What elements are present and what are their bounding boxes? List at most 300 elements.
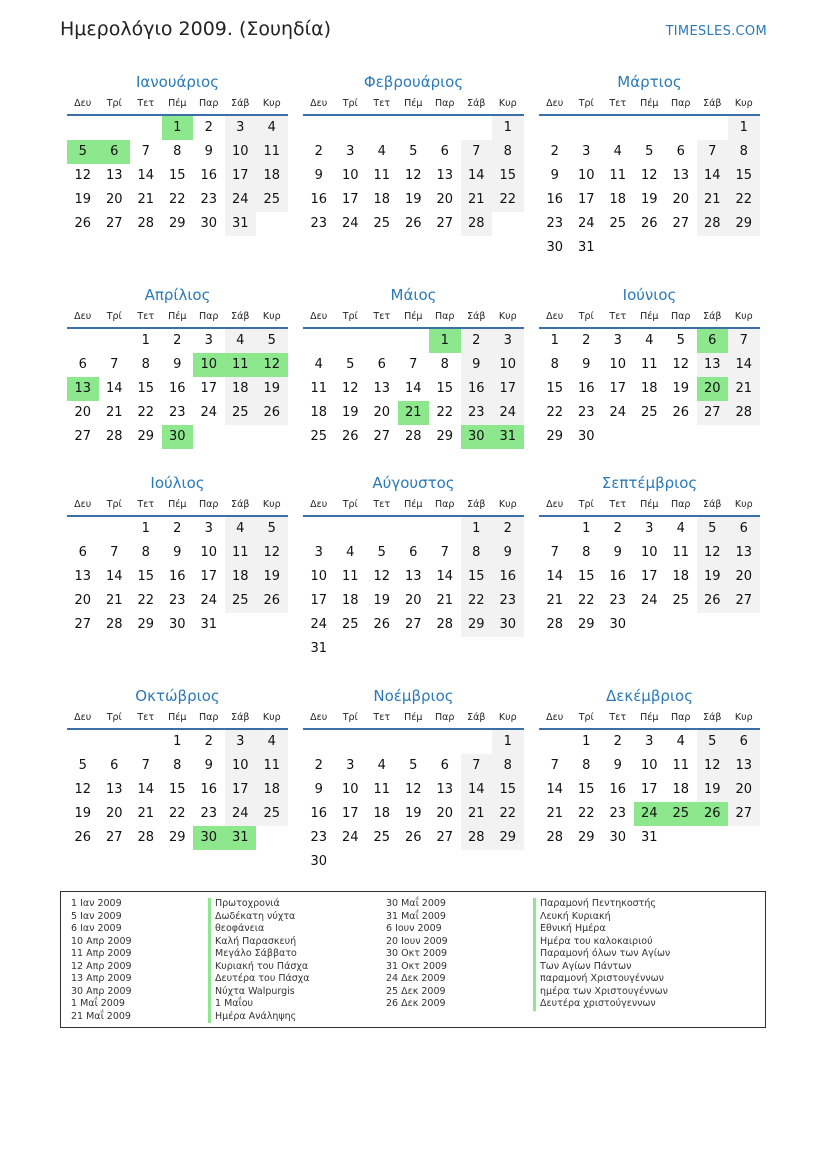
month-name: Ιανουάριος [135, 73, 219, 91]
day-cell: 19 [341, 405, 359, 420]
day-cell: 13 [728, 754, 760, 778]
empty-cell [539, 730, 571, 754]
day-cell: 4 [645, 333, 654, 348]
empty-cell [99, 517, 131, 541]
day-cell: 29 [728, 212, 760, 236]
day-cell: 9 [492, 541, 524, 565]
empty-cell [634, 613, 666, 637]
day-cell: 30 [168, 617, 186, 632]
day-cell: 22 [461, 589, 493, 613]
day-cell: 27 [74, 617, 92, 632]
weekday-label: Παρ [199, 712, 219, 723]
weekday-label: Παρ [199, 499, 219, 510]
day-cell: 1 [728, 116, 760, 140]
day-cell: 12 [256, 541, 288, 565]
empty-cell [602, 425, 634, 449]
day-cell: 6 [676, 144, 685, 159]
day-cell: 8 [582, 758, 591, 773]
empty-cell [398, 116, 430, 140]
weekday-header [539, 708, 760, 730]
day-cell: 25 [373, 216, 391, 231]
day-cell: 25 [609, 216, 627, 231]
day-cell: 6 [409, 545, 418, 560]
legend-names-column-1 [208, 898, 310, 1023]
day-cell: 31 [640, 830, 658, 845]
day-cell: 3 [204, 333, 213, 348]
day-cell: 12 [373, 569, 391, 584]
holiday-date: 30 Οκτ 2009 [386, 948, 448, 959]
weekday-label: Κυρ [498, 311, 517, 322]
weekday-label: Τετ [137, 311, 155, 322]
day-cell: 29 [436, 429, 454, 444]
empty-cell [665, 425, 697, 449]
week-row [539, 613, 760, 637]
week-row [303, 377, 524, 401]
day-cell: 2 [314, 758, 323, 773]
weekday-label: Σάβ [467, 499, 486, 510]
day-cell: 28 [436, 617, 454, 632]
day-cell: 1 [492, 730, 524, 754]
day-cell: 3 [613, 333, 622, 348]
week-row [67, 401, 288, 425]
weekday-label: Παρ [671, 98, 691, 109]
day-cell: 12 [74, 168, 92, 183]
day-cell: 22 [577, 806, 595, 821]
day-cell: 5 [697, 730, 729, 754]
empty-cell [366, 116, 398, 140]
weekday-label: Τετ [137, 499, 155, 510]
day-cell: 3 [314, 545, 323, 560]
day-cell: 31 [225, 826, 257, 850]
weekday-label: Τρί [106, 499, 122, 510]
empty-cell [99, 730, 131, 754]
holiday-date: 1 Ιαν 2009 [71, 898, 122, 909]
month-block [67, 70, 288, 236]
day-cell: 18 [310, 405, 328, 420]
day-cell: 18 [225, 377, 257, 401]
weekday-label: Δευ [546, 712, 564, 723]
empty-cell [539, 517, 571, 541]
day-cell: 21 [697, 188, 729, 212]
empty-cell [602, 236, 634, 260]
day-cell: 25 [672, 593, 690, 608]
day-cell: 1 [461, 517, 493, 541]
day-cell: 23 [168, 405, 186, 420]
weekday-label: Παρ [671, 499, 691, 510]
month-block [303, 283, 524, 449]
day-cell: 19 [640, 192, 658, 207]
weekday-label: Σάβ [467, 98, 486, 109]
empty-cell [398, 850, 430, 874]
day-cell: 24 [609, 405, 627, 420]
day-cell: 31 [310, 641, 328, 656]
day-cell: 30 [200, 216, 218, 231]
day-cell: 1 [492, 116, 524, 140]
week-row [303, 541, 524, 565]
day-cell: 2 [492, 517, 524, 541]
legend-names-column-2 [533, 898, 670, 1011]
weekday-label: Τετ [609, 98, 627, 109]
week-row [539, 353, 760, 377]
day-cell: 22 [546, 405, 564, 420]
week-row [303, 188, 524, 212]
day-cell: 4 [225, 329, 257, 353]
day-cell: 7 [440, 545, 449, 560]
holiday-name: Καλή Παρασκευή [208, 936, 310, 949]
empty-cell [697, 116, 729, 140]
month-block [303, 471, 524, 661]
day-cell: 3 [346, 758, 355, 773]
day-cell: 22 [436, 405, 454, 420]
day-cell: 18 [609, 192, 627, 207]
day-cell: 30 [492, 613, 524, 637]
day-cell: 13 [728, 541, 760, 565]
day-cell: 18 [373, 192, 391, 207]
day-cell: 26 [373, 617, 391, 632]
day-cell: 25 [640, 405, 658, 420]
empty-cell [366, 329, 398, 353]
week-row [539, 754, 760, 778]
day-cell: 22 [168, 192, 186, 207]
weekday-label: Σάβ [231, 311, 250, 322]
day-cell: 30 [577, 429, 595, 444]
week-row [539, 116, 760, 140]
holiday-date: 26 Δεκ 2009 [386, 998, 446, 1009]
day-cell: 9 [613, 758, 622, 773]
week-row [67, 778, 288, 802]
day-cell: 28 [546, 830, 564, 845]
day-cell: 5 [409, 144, 418, 159]
week-row [303, 164, 524, 188]
day-cell: 23 [577, 405, 595, 420]
week-row [303, 140, 524, 164]
day-cell: 17 [225, 778, 257, 802]
empty-cell [398, 637, 430, 661]
day-cell: 13 [373, 381, 391, 396]
day-cell: 26 [74, 830, 92, 845]
day-cell: 2 [173, 333, 182, 348]
weekday-label: Σάβ [231, 499, 250, 510]
weekday-label: Κυρ [498, 499, 517, 510]
legend-dates-column-2 [386, 898, 448, 1011]
empty-cell [429, 116, 461, 140]
empty-cell [665, 236, 697, 260]
weekday-label: Σάβ [703, 499, 722, 510]
day-cell: 17 [640, 782, 658, 797]
week-row [67, 826, 288, 850]
weekday-label: Πέμ [404, 499, 423, 510]
day-cell: 28 [105, 617, 123, 632]
day-cell: 30 [193, 826, 225, 850]
weekday-label: Κυρ [734, 712, 753, 723]
empty-cell [728, 425, 760, 449]
month-block [67, 283, 288, 449]
day-cell: 23 [609, 806, 627, 821]
day-cell: 7 [110, 545, 119, 560]
empty-cell [67, 116, 99, 140]
day-cell: 22 [492, 802, 524, 826]
day-cell: 21 [137, 806, 155, 821]
holiday-name: Λευκή Κυριακή [533, 911, 670, 924]
day-cell: 17 [640, 569, 658, 584]
week-row [539, 212, 760, 236]
day-cell: 6 [78, 357, 87, 372]
day-cell: 19 [672, 381, 690, 396]
day-cell: 1 [141, 521, 150, 536]
weekday-label: Τετ [373, 98, 391, 109]
day-cell: 1 [162, 116, 194, 140]
empty-cell [67, 730, 99, 754]
weekday-label: Πέμ [640, 311, 659, 322]
week-row [539, 164, 760, 188]
day-cell: 10 [200, 545, 218, 560]
day-cell: 24 [634, 802, 666, 826]
day-cell: 12 [256, 353, 288, 377]
weekday-label: Σάβ [231, 712, 250, 723]
weekday-label: Πέμ [168, 499, 187, 510]
weekday-label: Παρ [435, 499, 455, 510]
weekday-label: Πέμ [404, 311, 423, 322]
day-cell: 28 [137, 830, 155, 845]
weekday-label: Δευ [74, 98, 92, 109]
day-cell: 14 [137, 782, 155, 797]
day-cell: 2 [314, 144, 323, 159]
empty-cell [492, 850, 524, 874]
weekday-label: Τετ [609, 311, 627, 322]
day-cell: 5 [645, 144, 654, 159]
weekday-label: Τρί [578, 311, 594, 322]
weekday-label: Παρ [199, 311, 219, 322]
month-name: Ιούλιος [150, 474, 205, 492]
weekday-label: Τετ [609, 712, 627, 723]
day-cell: 5 [409, 758, 418, 773]
day-cell: 12 [341, 381, 359, 396]
day-cell: 7 [461, 140, 493, 164]
empty-cell [461, 730, 493, 754]
day-cell: 4 [225, 517, 257, 541]
day-cell: 8 [492, 754, 524, 778]
day-cell: 19 [697, 565, 729, 589]
holiday-name: Δευτέρα χριστούγεννων [533, 998, 670, 1011]
day-cell: 2 [204, 734, 213, 749]
day-cell: 26 [640, 216, 658, 231]
day-cell: 26 [256, 401, 288, 425]
holiday-date: 30 Μαΐ 2009 [386, 898, 446, 909]
day-cell: 9 [173, 357, 182, 372]
weekday-label: Σάβ [467, 712, 486, 723]
empty-cell [67, 329, 99, 353]
day-cell: 4 [346, 545, 355, 560]
holiday-name: Παραμονή όλων των Αγίων [533, 948, 670, 961]
day-cell: 28 [728, 401, 760, 425]
week-row [539, 565, 760, 589]
day-cell: 11 [225, 353, 257, 377]
day-cell: 30 [546, 240, 564, 255]
day-cell: 19 [256, 565, 288, 589]
month-name: Σεπτέμβριος [601, 474, 698, 492]
day-cell: 9 [613, 545, 622, 560]
day-cell: 21 [137, 192, 155, 207]
day-cell: 15 [728, 164, 760, 188]
day-cell: 6 [377, 357, 386, 372]
day-cell: 5 [697, 517, 729, 541]
holiday-date: 12 Απρ 2009 [71, 960, 132, 972]
brand-link[interactable]: TIMESLES.COM [665, 24, 767, 39]
empty-cell [697, 425, 729, 449]
month-name: Οκτώβριος [135, 687, 220, 705]
day-cell: 14 [461, 164, 493, 188]
day-cell: 24 [341, 216, 359, 231]
day-cell: 16 [492, 565, 524, 589]
day-cell: 15 [577, 569, 595, 584]
day-cell: 13 [105, 168, 123, 183]
day-cell: 12 [672, 357, 690, 372]
day-cell: 30 [609, 830, 627, 845]
day-cell: 17 [609, 381, 627, 396]
day-cell: 14 [546, 569, 564, 584]
week-row [303, 517, 524, 541]
day-cell: 7 [697, 140, 729, 164]
week-row [67, 565, 288, 589]
day-cell: 21 [398, 401, 430, 425]
empty-cell [366, 850, 398, 874]
month-block [539, 70, 760, 260]
day-cell: 11 [256, 754, 288, 778]
day-cell: 14 [404, 381, 422, 396]
day-cell: 14 [461, 778, 493, 802]
weekday-label: Τρί [106, 311, 122, 322]
day-cell: 15 [492, 164, 524, 188]
weekday-label: Τρί [342, 712, 358, 723]
day-cell: 24 [341, 830, 359, 845]
day-cell: 7 [461, 754, 493, 778]
month-name: Δεκέμβριος [605, 687, 693, 705]
day-cell: 15 [546, 381, 564, 396]
weekday-header [303, 307, 524, 329]
day-cell: 22 [137, 405, 155, 420]
day-cell: 29 [577, 830, 595, 845]
day-cell: 26 [404, 216, 422, 231]
day-cell: 10 [225, 140, 257, 164]
day-cell: 9 [204, 758, 213, 773]
day-cell: 17 [341, 192, 359, 207]
day-cell: 6 [728, 730, 760, 754]
empty-cell [697, 826, 729, 850]
day-cell: 24 [492, 401, 524, 425]
day-cell: 7 [141, 758, 150, 773]
holiday-date: 31 Μαΐ 2009 [386, 910, 446, 922]
day-cell: 8 [440, 357, 449, 372]
empty-cell [461, 850, 493, 874]
day-cell: 13 [672, 168, 690, 183]
holiday-date: 6 Ιαν 2009 [71, 923, 122, 934]
holiday-date: 30 Απρ 2009 [71, 985, 132, 997]
weekday-label: Κυρ [734, 499, 753, 510]
week-row [539, 541, 760, 565]
day-cell: 3 [204, 521, 213, 536]
holiday-name: θεοφάνεια [208, 923, 310, 936]
day-cell: 8 [492, 140, 524, 164]
day-cell: 3 [645, 734, 654, 749]
weekday-label: Πέμ [640, 499, 659, 510]
day-cell: 18 [672, 569, 690, 584]
empty-cell [398, 730, 430, 754]
day-cell: 12 [404, 782, 422, 797]
day-cell: 21 [728, 377, 760, 401]
day-cell: 11 [225, 541, 257, 565]
day-cell: 19 [74, 192, 92, 207]
holiday-date: 11 Απρ 2009 [71, 948, 132, 959]
day-cell: 8 [728, 140, 760, 164]
day-cell: 5 [256, 517, 288, 541]
day-cell: 11 [373, 168, 391, 183]
holiday-name: Των Αγίων Πάντων [533, 961, 670, 974]
empty-cell [728, 826, 760, 850]
month-block [539, 283, 760, 449]
weekday-label: Παρ [435, 311, 455, 322]
day-cell: 23 [200, 192, 218, 207]
weekday-label: Τρί [342, 98, 358, 109]
day-cell: 27 [373, 429, 391, 444]
day-cell: 12 [404, 168, 422, 183]
day-cell: 11 [640, 357, 658, 372]
day-cell: 16 [546, 192, 564, 207]
weekday-label: Παρ [435, 98, 455, 109]
weekday-label: Κυρ [734, 98, 753, 109]
day-cell: 31 [492, 425, 524, 449]
day-cell: 20 [105, 806, 123, 821]
day-cell: 9 [550, 168, 559, 183]
week-row [67, 541, 288, 565]
day-cell: 19 [697, 778, 729, 802]
holiday-date: 24 Δεκ 2009 [386, 973, 446, 984]
day-cell: 21 [105, 405, 123, 420]
day-cell: 16 [200, 168, 218, 183]
empty-cell [398, 329, 430, 353]
week-row [539, 188, 760, 212]
empty-cell [571, 116, 603, 140]
weekday-label: Παρ [671, 311, 691, 322]
day-cell: 12 [697, 541, 729, 565]
day-cell: 23 [200, 806, 218, 821]
day-cell: 27 [672, 216, 690, 231]
empty-cell [225, 613, 257, 637]
day-cell: 9 [173, 545, 182, 560]
day-cell: 16 [200, 782, 218, 797]
weekday-header [67, 495, 288, 517]
day-cell: 10 [193, 353, 225, 377]
day-cell: 5 [377, 545, 386, 560]
day-cell: 19 [404, 806, 422, 821]
day-cell: 6 [440, 758, 449, 773]
week-row [67, 517, 288, 541]
day-cell: 28 [697, 212, 729, 236]
day-cell: 18 [256, 164, 288, 188]
day-cell: 21 [436, 593, 454, 608]
day-cell: 22 [168, 806, 186, 821]
holiday-name: Νύχτα Walpurgis [208, 986, 310, 999]
weekday-label: Παρ [199, 98, 219, 109]
empty-cell [602, 116, 634, 140]
day-cell: 20 [672, 192, 690, 207]
weekday-label: Τετ [137, 712, 155, 723]
day-cell: 7 [550, 758, 559, 773]
week-row [67, 589, 288, 613]
day-cell: 19 [256, 377, 288, 401]
day-cell: 13 [436, 782, 454, 797]
weekday-header [539, 94, 760, 116]
day-cell: 24 [225, 802, 257, 826]
